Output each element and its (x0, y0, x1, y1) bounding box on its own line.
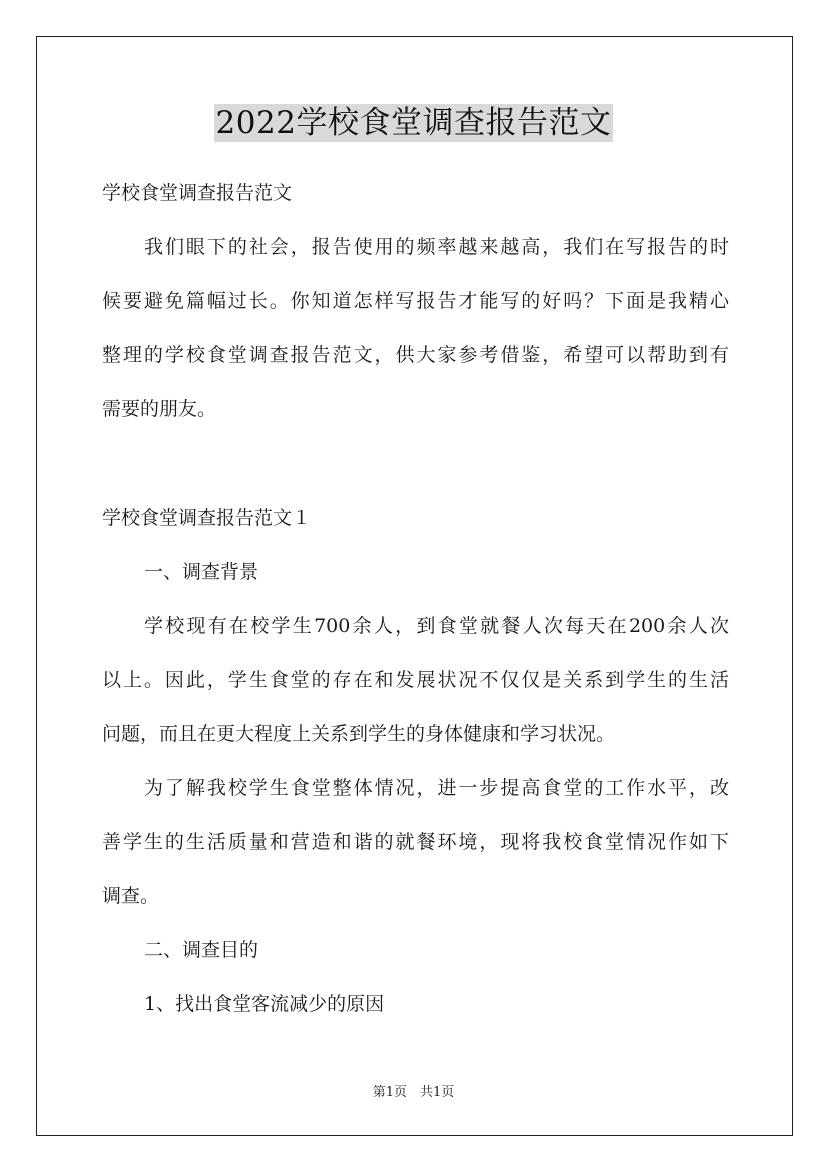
paragraph-line: 以上。因此，学生食堂的存在和发展状况不仅仅是关系到学生的生活 (102, 669, 729, 691)
subsection-heading: 一、调查背景 (144, 561, 259, 583)
paragraph-line: 为了解我校学生食堂整体情况，进一步提高食堂的工作水平，改 (144, 777, 729, 799)
section-heading: 学校食堂调查报告范文１ (102, 507, 312, 529)
paragraph-line: 善学生的生活质量和营造和谐的就餐环境，现将我校食堂情况作如下 (102, 831, 729, 853)
title-container (0, 104, 827, 142)
subtitle-line: 学校食堂调查报告范文 (102, 182, 293, 204)
document-title: 2022学校食堂调查报告范文 (215, 105, 612, 141)
paragraph-line: 整理的学校食堂调查报告范文，供大家参考借鉴，希望可以帮助到有 (102, 344, 729, 366)
paragraph-line: 需要的朋友。 (102, 398, 217, 420)
paragraph-line: 问题，而且在更大程度上关系到学生的身体健康和学习状况。 (102, 723, 616, 745)
paragraph-line: 我们眼下的社会，报告使用的频率越来越高，我们在写报告的时 (144, 236, 729, 258)
list-item: 1、找出食堂客流减少的原因 (144, 993, 385, 1015)
paragraph-line: 候要避免篇幅过长。你知道怎样写报告才能写的好吗？下面是我精心 (102, 290, 729, 312)
page-footer: 第1页 共1页 (372, 1085, 455, 1100)
paragraph-line: 调查。 (102, 885, 160, 907)
paragraph-line: 学校现有在校学生700余人，到食堂就餐人次每天在200余人次 (144, 615, 729, 637)
subsection-heading: 二、调查目的 (144, 939, 259, 961)
